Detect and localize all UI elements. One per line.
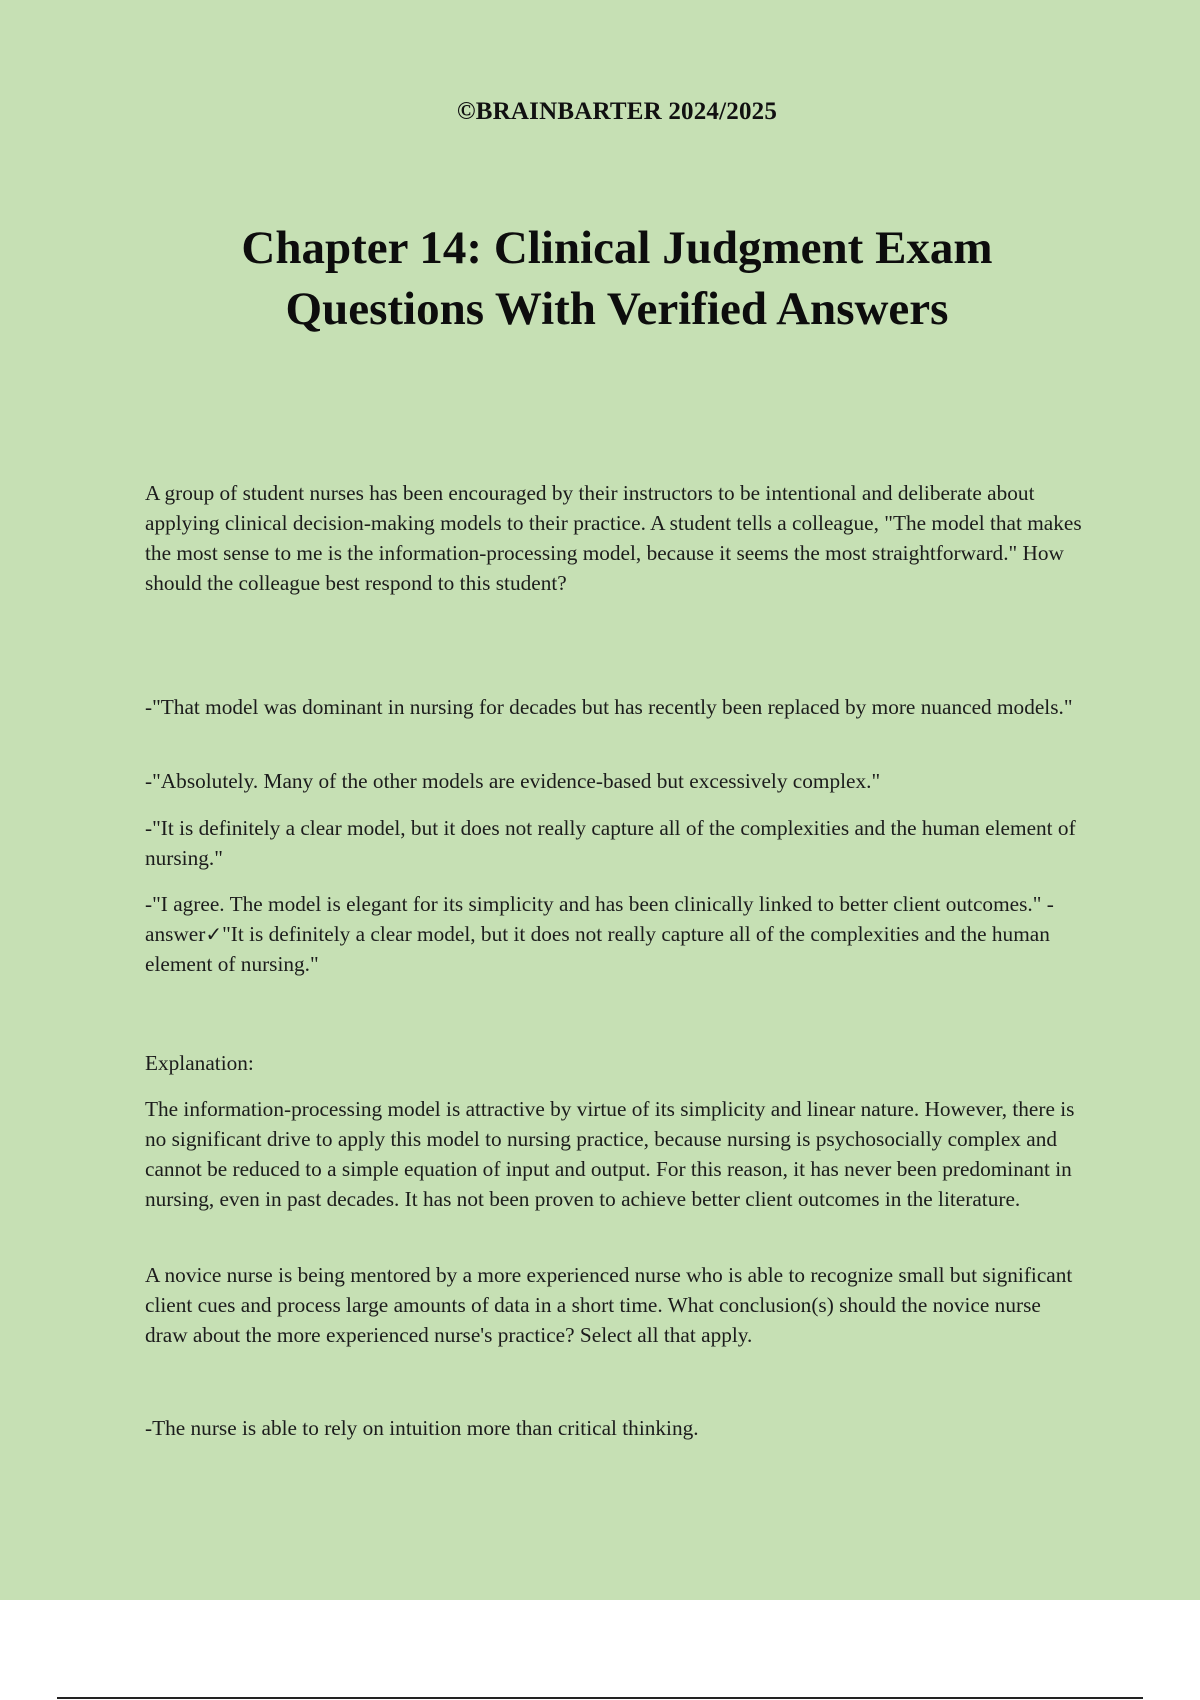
option-text: -"That model was dominant in nursing for decades but has recently been replaced by more nuanced models.": [145, 695, 1073, 719]
explanation-label: [145, 1048, 1085, 1078]
explanation-body: [145, 1094, 1085, 1214]
question-2-paragraph: A novice nurse is being mentored by a more experienced nurse who is able to recognize small but significant client cues and process large amounts of data in a short time. What conclusion(s) should the novice nurse draw about the more experienced nurse's practice? Select all that apply.: [145, 1263, 1073, 1347]
question-1-option-b: [145, 766, 1085, 796]
copyright-watermark: ©BRAINBARTER 2024/2025: [456, 98, 778, 125]
option-text: -"Absolutely. Many of the other models are evidence-based but excessively complex.": [145, 769, 881, 793]
question-2-option-a: [145, 1413, 1085, 1443]
option-text: -"It is definitely a clear model, but it does not really capture all of the complexities and the human element of nursing.": [145, 816, 1076, 870]
option-text: -"I agree. The model is elegant for its simplicity and has been clinically linked to better client outcomes." - answer: [145, 892, 1054, 946]
answer-text: "It is definitely a clear model, but it does not really capture all of the complexities and the human element of nursing.": [145, 922, 1050, 976]
footer-divider: [57, 1697, 1143, 1699]
option-text: -The nurse is able to rely on intuition more than critical thinking.: [145, 1416, 699, 1440]
option-with-answer: [145, 889, 1085, 979]
title-line-2: Questions With Verified Answers: [285, 283, 949, 335]
checkmark-icon: ✓: [205, 922, 223, 946]
explanation-paragraph: The information-processing model is attractive by virtue of its simplicity and linear nature. However, there is no significant drive to apply this model to nursing practice, because nursing is psychosocially complex and cannot be reduced to a simple equation of input and output. For this reason, it has never been predominant in nursing, even in past decades. It has not been proven to achieve better client outcomes in the literature.: [145, 1097, 1075, 1211]
question-1-paragraph: A group of student nurses has been encouraged by their instructors to be intentional and deliberate about applying clinical decision-making models to their practice. A student tells a colleague, "The model that makes the most sense to me is the information-processing model, because it seems the most straightforward." How should the colleague best respond to this student?: [145, 481, 1082, 595]
explanation-heading: Explanation:: [145, 1051, 254, 1075]
question-1-text: [145, 478, 1085, 598]
question-1-option-a: [145, 692, 1085, 722]
title-line-1: Chapter 14: Clinical Judgment Exam: [241, 222, 993, 274]
question-2-text: [145, 1260, 1085, 1350]
question-1-option-c: [145, 813, 1085, 873]
question-1-option-d-with-answer: [145, 889, 1085, 979]
page-title: [0, 218, 1200, 340]
